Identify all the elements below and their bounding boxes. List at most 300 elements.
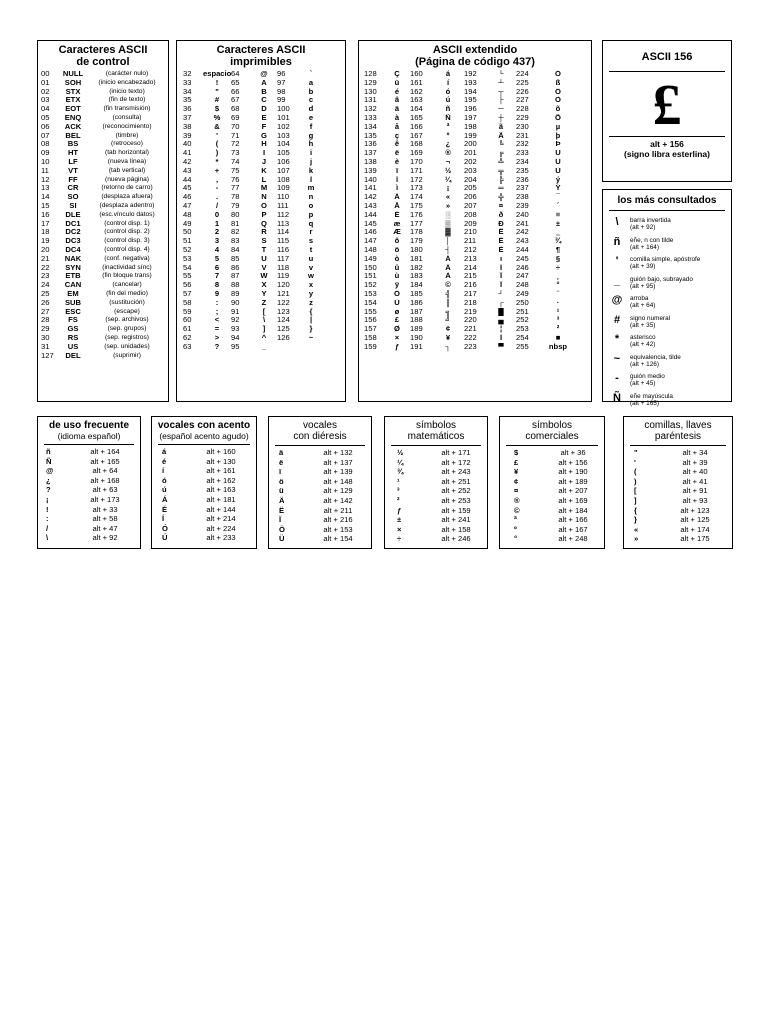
- table-row: [183, 255, 345, 264]
- table-cell: 119: [277, 272, 290, 281]
- table-row: [41, 343, 168, 352]
- table-row: [364, 264, 591, 273]
- table-cell: (control disp. 3): [104, 237, 150, 245]
- table-cell: r: [309, 228, 313, 237]
- table-row: [279, 525, 371, 535]
- table-cell: 233: [516, 149, 529, 158]
- symbol-description: [625, 293, 655, 309]
- table-cell: 88: [231, 281, 240, 290]
- table-cell: #: [214, 96, 220, 105]
- table-row: [364, 228, 591, 237]
- table-cell: (sustitución): [109, 298, 145, 306]
- table-cell: ‗: [555, 228, 561, 237]
- table-cell: ╣: [445, 289, 451, 298]
- table-cell: (sep. registros): [105, 333, 149, 341]
- table-cell: ƒ: [397, 505, 402, 515]
- table-row: [364, 334, 591, 343]
- table-cell: alt + 207: [558, 486, 588, 496]
- table-cell: 52: [183, 245, 192, 254]
- table-cell: 103: [277, 131, 290, 140]
- table-row: [634, 458, 732, 468]
- table-row: [397, 496, 487, 506]
- table-row: [41, 193, 168, 202]
- table-cell: |: [309, 316, 313, 325]
- table-row: [46, 447, 140, 457]
- table-cell: 129: [364, 78, 377, 87]
- table-cell: nbsp: [548, 342, 568, 351]
- table-cell: !: [46, 504, 49, 514]
- table-row: [183, 132, 345, 141]
- table-row: [162, 514, 256, 524]
- table-cell: 181: [410, 254, 423, 263]
- table-cell: (control disp. 1): [104, 219, 150, 227]
- table-cell: {: [309, 307, 313, 316]
- table-cell: 118: [277, 263, 290, 272]
- table-cell: 106: [277, 157, 290, 166]
- table-cell: 220: [464, 316, 477, 325]
- table-cell: 10: [41, 157, 50, 166]
- table-cell: 203: [464, 166, 477, 175]
- table-cell: BS: [67, 140, 79, 149]
- table-cell: E: [261, 113, 267, 122]
- table-cell: ]: [262, 325, 266, 334]
- table-cell: 07: [41, 131, 50, 140]
- table-cell: [299, 343, 323, 352]
- table-cell: DEL: [65, 351, 81, 360]
- table-cell: 210: [464, 228, 477, 237]
- table-cell: Û: [555, 157, 561, 166]
- table-cell: >: [214, 333, 220, 342]
- table-row: [364, 281, 591, 290]
- table-cell: FF: [68, 175, 78, 184]
- table-cell: 161: [410, 78, 423, 87]
- table-cell: 98: [277, 87, 286, 96]
- table-cell: ³: [397, 486, 400, 496]
- table-cell: ®: [514, 495, 520, 505]
- table-cell: 137: [364, 149, 377, 158]
- table-cell: 126: [277, 333, 290, 342]
- table-cell: D: [261, 105, 267, 114]
- table-cell: 240: [516, 210, 529, 219]
- table-cell: ■: [555, 333, 561, 342]
- table-row: [162, 533, 256, 543]
- table-row: [41, 237, 168, 246]
- table-cell: 155: [364, 307, 377, 316]
- table-cell: ü: [279, 486, 284, 496]
- printable-title: Caracteres ASCII imprimibles: [216, 44, 306, 68]
- table-cell: 211: [464, 237, 477, 246]
- table-cell: :: [46, 514, 49, 524]
- table-cell: 152: [364, 281, 377, 290]
- table-cell: 238: [516, 193, 529, 202]
- table-cell: DC3: [65, 237, 81, 246]
- table-cell: ÷: [397, 534, 402, 544]
- table-cell: 158: [364, 333, 377, 342]
- table-cell: S: [261, 237, 267, 246]
- table-cell: 156: [364, 316, 377, 325]
- quotes-braces-panel: [623, 416, 733, 549]
- table-row: [364, 316, 591, 325]
- table-cell: f: [309, 122, 313, 131]
- symbol-description: [625, 235, 673, 251]
- accent-title: vocales con acento: [157, 420, 251, 431]
- table-cell: alt + 132: [323, 448, 353, 457]
- table-cell: 252: [516, 316, 529, 325]
- table-cell: g: [308, 131, 314, 140]
- table-cell: 143: [364, 201, 377, 210]
- table-cell: alt + 184: [558, 505, 588, 515]
- table-cell: alt + 165: [90, 456, 120, 466]
- table-cell: 89: [231, 289, 240, 298]
- table-cell: 45: [183, 184, 192, 193]
- table-cell: 25: [41, 289, 50, 298]
- table-cell: 174: [410, 193, 423, 202]
- table-cell: 55: [183, 272, 192, 281]
- table-cell: 225: [516, 78, 529, 87]
- table-cell: ð: [498, 210, 504, 219]
- table-cell: 239: [516, 201, 529, 210]
- table-cell: Ö: [394, 289, 400, 298]
- printable-chars-panel: [176, 40, 346, 402]
- table-row: [514, 448, 604, 458]
- table-cell: 192: [464, 70, 477, 78]
- table-row: [183, 228, 345, 237]
- table-cell: (cancelar): [112, 281, 142, 289]
- table-cell: »: [634, 534, 639, 544]
- table-row: [364, 290, 591, 299]
- table-cell: alt + 123: [680, 505, 710, 515]
- table-cell: 245: [516, 254, 529, 263]
- table-row: [183, 264, 345, 273]
- table-cell: 216: [464, 281, 477, 290]
- table-cell: alt + 129: [323, 486, 353, 496]
- table-cell: ó: [445, 87, 451, 96]
- table-row: [183, 193, 345, 202]
- table-cell: 62: [183, 333, 192, 342]
- table-row: [183, 325, 345, 334]
- table-cell: alt + 137: [323, 457, 353, 467]
- table-cell: │: [445, 237, 451, 246]
- table-row: [279, 486, 371, 496]
- table-cell: 84: [231, 245, 240, 254]
- table-cell: 144: [364, 210, 377, 219]
- table-cell: 138: [364, 157, 377, 166]
- table-cell: @: [46, 466, 54, 476]
- table-cell: 110: [277, 193, 290, 202]
- table-cell: ?: [214, 342, 220, 351]
- table-cell: 58: [183, 298, 192, 307]
- table-cell: (sep. archivos): [105, 316, 149, 324]
- table-cell: (esc.vínculo datos): [99, 210, 155, 218]
- table-cell: 70: [231, 122, 240, 131]
- label: comilla simple, apóstrofe: [630, 256, 701, 263]
- symbol-description: [625, 274, 693, 290]
- table-row: [364, 308, 591, 317]
- table-cell: 183: [410, 272, 423, 281]
- table-cell: 166: [410, 122, 423, 131]
- table-row: [162, 495, 256, 505]
- table-cell: CAN: [64, 281, 82, 290]
- table-row: [183, 105, 345, 114]
- table-cell: (fin del medio): [106, 289, 148, 297]
- table-cell: alt + 246: [441, 534, 471, 544]
- table-cell: ª: [514, 515, 517, 525]
- frequent-title: de uso frecuente: [48, 420, 130, 431]
- table-cell: ´: [556, 201, 560, 210]
- table-cell: ▀: [498, 342, 504, 351]
- table-cell: 77: [231, 184, 240, 193]
- table-row: [183, 334, 345, 343]
- table-cell: espacio: [203, 70, 231, 78]
- table-cell: }: [634, 515, 637, 525]
- table-cell: alt + 211: [323, 505, 353, 515]
- table-cell: 176: [410, 210, 423, 219]
- table-cell: ä: [279, 448, 284, 457]
- table-cell: ¨: [556, 289, 560, 298]
- table-cell: Ä: [394, 193, 400, 202]
- table-cell: !: [215, 78, 219, 87]
- table-cell: M: [260, 184, 268, 193]
- table-cell: US: [67, 342, 79, 351]
- table-row: [364, 255, 591, 264]
- table-cell: Í: [162, 514, 165, 524]
- table-cell: È: [498, 245, 504, 254]
- table-cell: m: [307, 184, 315, 193]
- table-cell: ▓: [445, 228, 451, 237]
- divider: [391, 445, 481, 446]
- table-row: [364, 105, 591, 114]
- table-cell: 99: [277, 96, 286, 105]
- table-cell: ETX: [65, 96, 81, 105]
- table-cell: 148: [364, 245, 377, 254]
- table-cell: ƒ: [394, 342, 400, 351]
- table-cell: 249: [516, 289, 529, 298]
- table-cell: 57: [183, 289, 192, 298]
- table-cell: ACK: [64, 122, 82, 131]
- table-cell: n: [308, 193, 314, 202]
- table-cell: NAK: [64, 254, 82, 263]
- table-cell: ^: [261, 333, 267, 342]
- table-cell: ;: [215, 307, 219, 316]
- table-cell: 05: [41, 113, 50, 122]
- table-row: [162, 524, 256, 534]
- table-cell: █: [498, 307, 504, 316]
- table-cell: 51: [183, 237, 192, 246]
- table-cell: ë: [279, 457, 284, 467]
- table-cell: B: [261, 87, 267, 96]
- table-cell: 234: [516, 157, 529, 166]
- table-cell: Ê: [498, 228, 504, 237]
- table-cell: \: [46, 533, 49, 543]
- table-cell: j: [309, 157, 313, 166]
- table-row: [183, 316, 345, 325]
- table-cell: 48: [183, 210, 192, 219]
- table-cell: 17: [41, 219, 50, 228]
- table-row: [183, 114, 345, 123]
- table-cell: Z: [261, 298, 267, 307]
- table-cell: alt + 175: [680, 534, 710, 544]
- code: (alt + 35): [630, 321, 656, 329]
- table-cell: 228: [516, 105, 529, 114]
- table-row: [41, 105, 168, 114]
- table-cell: 204: [464, 175, 477, 184]
- divider: [609, 210, 725, 211]
- table-cell: 107: [277, 166, 290, 175]
- table-row: [41, 334, 168, 343]
- table-cell: Ý: [555, 184, 561, 193]
- table-cell: alt + 34: [682, 448, 708, 457]
- symbol-description: [625, 352, 681, 368]
- table-row: [183, 237, 345, 246]
- table-cell: alt + 248: [558, 534, 588, 544]
- table-cell: 80: [231, 210, 240, 219]
- table-cell: 38: [183, 122, 192, 131]
- table-cell: LF: [68, 157, 78, 166]
- table-cell: (timbre): [115, 131, 139, 139]
- table-cell: alt + 64: [92, 466, 118, 476]
- table-row: [41, 264, 168, 273]
- table-row: [41, 281, 168, 290]
- table-cell: (sep. unidades): [104, 342, 150, 350]
- table-row: [46, 505, 140, 515]
- table-cell: Á: [445, 254, 451, 263]
- table-cell: (desplaza afuera): [101, 193, 153, 201]
- table-cell: (nueva página): [105, 175, 149, 183]
- table-cell: ): [634, 476, 637, 486]
- table-cell: alt + 139: [323, 467, 353, 477]
- table-cell: æ: [393, 219, 401, 228]
- table-cell: ¤: [498, 201, 504, 210]
- table-cell: ║: [445, 298, 451, 307]
- symbol: ñ: [613, 235, 621, 248]
- code: (alt + 42): [630, 341, 656, 349]
- table-row: [41, 184, 168, 193]
- table-cell: alt + 241: [441, 515, 471, 525]
- table-cell: 184: [410, 281, 423, 290]
- table-cell: <: [214, 316, 220, 325]
- table-cell: 108: [277, 175, 290, 184]
- table-cell: alt + 163: [206, 485, 236, 495]
- table-cell: alt + 173: [90, 494, 120, 504]
- table-cell: 132: [364, 105, 377, 114]
- table-cell: 168: [410, 140, 423, 149]
- symbol-description: [625, 332, 656, 348]
- table-cell: ±: [555, 219, 561, 228]
- table-cell: o: [308, 201, 314, 210]
- table-cell: ▒: [445, 219, 451, 228]
- table-cell: 142: [364, 193, 377, 202]
- table-row: [364, 96, 591, 105]
- table-cell: ¬: [445, 157, 451, 166]
- table-row: [183, 343, 345, 352]
- table-row: [634, 496, 732, 506]
- table-cell: ┘: [498, 289, 504, 298]
- table-cell: 100: [277, 105, 290, 114]
- table-cell: 198: [464, 122, 477, 131]
- table-cell: 28: [41, 316, 50, 325]
- table-cell: STX: [65, 87, 81, 96]
- label: eñe mayúscula: [630, 392, 673, 400]
- table-row: [41, 140, 168, 149]
- table-cell: 131: [364, 96, 377, 105]
- table-cell: :: [215, 298, 219, 307]
- table-cell: (inicio encabezado): [98, 78, 156, 86]
- table-cell: 202: [464, 157, 477, 166]
- table-cell: 121: [277, 289, 290, 298]
- dieresis-rows: [269, 448, 371, 544]
- table-cell: ë: [394, 149, 400, 158]
- table-cell: p: [308, 210, 314, 219]
- table-cell: EM: [67, 289, 79, 298]
- table-cell: alt + 174: [680, 524, 710, 534]
- table-cell: 182: [410, 263, 423, 272]
- table-cell: 68: [231, 105, 240, 114]
- table-cell: ╩: [498, 157, 504, 166]
- table-cell: ì: [395, 184, 399, 193]
- table-cell: ┤: [445, 245, 451, 254]
- table-cell: 72: [231, 140, 240, 149]
- table-row: [162, 476, 256, 486]
- table-cell: 91: [231, 307, 240, 316]
- table-cell: ß: [555, 78, 561, 87]
- table-cell: ©: [445, 281, 451, 290]
- table-cell: alt + 142: [323, 495, 353, 505]
- table-row: [397, 458, 487, 468]
- table-cell: 185: [410, 289, 423, 298]
- table-cell: 02: [41, 87, 50, 96]
- table-cell: 180: [410, 245, 423, 254]
- table-cell: «: [445, 193, 451, 202]
- table-row: [364, 132, 591, 141]
- table-cell: 76: [231, 175, 240, 184]
- table-cell: SUB: [64, 298, 82, 307]
- table-cell: ¾: [554, 237, 562, 246]
- table-cell: SO: [67, 193, 79, 202]
- table-cell: P: [261, 210, 267, 219]
- table-cell: 31: [41, 342, 50, 351]
- table-cell: 113: [277, 219, 290, 228]
- table-cell: +: [214, 166, 220, 175]
- table-cell: alt + 41: [682, 476, 708, 486]
- table-cell: ¤: [514, 486, 519, 496]
- table-cell: 224: [516, 70, 529, 78]
- table-cell: ½: [397, 448, 404, 457]
- table-cell: q: [308, 219, 314, 228]
- table-row: [279, 448, 371, 458]
- table-cell: 136: [364, 140, 377, 149]
- table-cell: 130: [364, 87, 377, 96]
- ascii156-title: ASCII 156: [641, 51, 693, 63]
- symbol: \: [615, 216, 619, 228]
- table-cell: /: [46, 523, 49, 533]
- table-cell: 1: [214, 219, 220, 228]
- label: asterisco: [630, 334, 656, 341]
- table-cell: 97: [277, 78, 286, 87]
- table-cell: 146: [364, 228, 377, 237]
- table-cell: º: [446, 131, 450, 140]
- label: signo numeral: [630, 314, 671, 322]
- table-cell: ô: [394, 237, 400, 246]
- list-item: [609, 254, 725, 274]
- table-cell: ¢: [445, 325, 451, 334]
- table-cell: 193: [464, 78, 477, 87]
- table-cell: 205: [464, 184, 477, 193]
- table-cell: (tab horizontal): [105, 149, 149, 157]
- table-cell: C: [261, 96, 267, 105]
- table-cell: 44: [183, 175, 192, 184]
- table-row: [41, 352, 168, 361]
- table-cell: ETB: [65, 272, 81, 281]
